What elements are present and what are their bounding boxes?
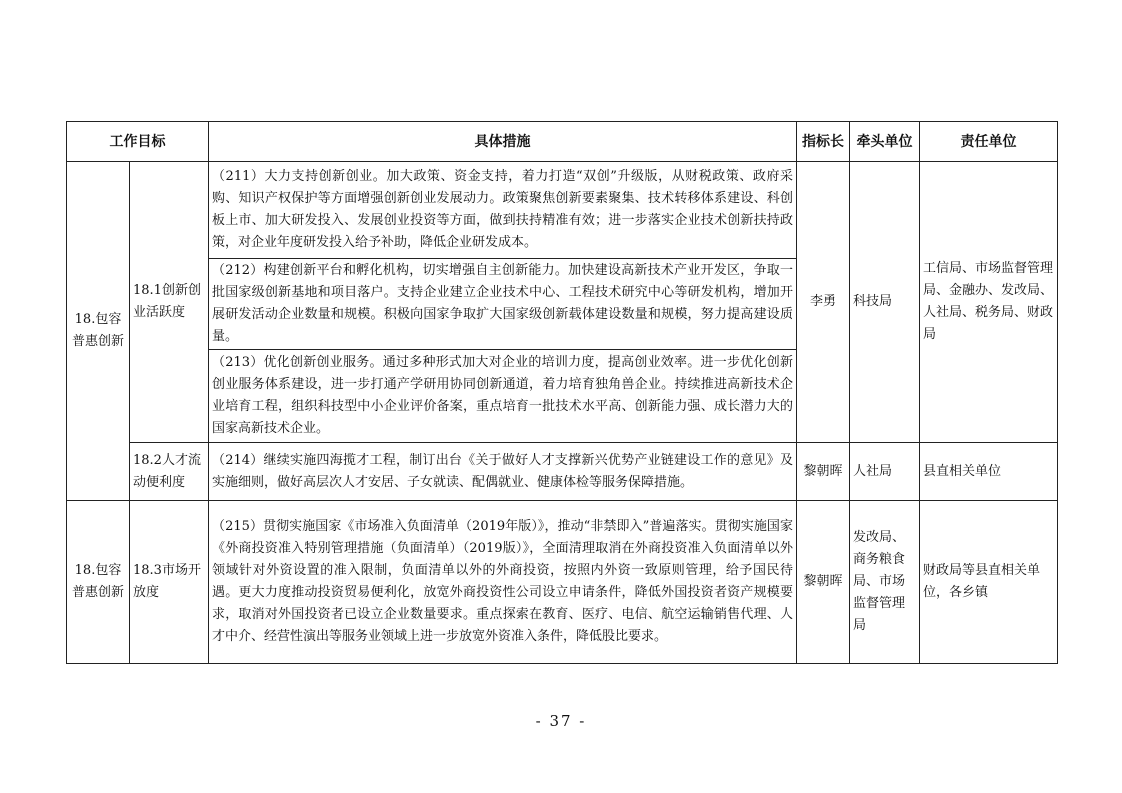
indicator-lead-cell: 黎朝晖 (797, 443, 850, 501)
indicator-lead-cell: 李勇 (797, 162, 850, 443)
page-number: - 37 - (535, 712, 587, 730)
table-row (67, 501, 1058, 664)
measure-213: （213）优化创新创业服务。通过多种形式加大对企业的培训力度，提高创业效率。进一步优化创新创业服务体系建设，进一步打通产学研用协同创新通道，着力培育独角兽企业。持续推进高新技术企业培育工程，组织科技型中小企业评价备案，重点培育一批技术水平高、创新能力强、成长潜力大的国家高新技术企业。 (209, 350, 797, 443)
responsible-unit-cell: 财政局等县直相关单位，各乡镇 (920, 501, 1058, 664)
measure-215: （215）贯彻实施国家《市场准入负面清单（2019年版）》，推动“非禁即入”普遍落实。贯彻实施国家《外商投资准入特别管理措施（负面清单）（2019版）》，全面清理取消在外商投资准入负面清单以外领域针对外资设置的准入限制，负面清单以外的外商投资，按照内外资一致原则管理，给予国民待遇。更大力度推动投资贸易便利化，放宽外商投资性公司设立申请条件，降低外国投资者资产规模要求，取消对外国投资者已设立企业数量要求。重点探索在教育、医疗、电信、航空运输销售代理、人才中介、经营性演出等服务业领域上进一步放宽外资准入条件，降低股比要求。 (209, 501, 797, 664)
header-indicator-lead: 指标长 (797, 122, 850, 162)
header-measures: 具体措施 (209, 122, 797, 162)
measure-214: （214）继续实施四海揽才工程，制订出台《关于做好人才支撑新兴优势产业链建设工作的意见》及实施细则，做好高层次人才安居、子女就读、配偶就业、健康体检等服务保障措施。 (209, 443, 797, 501)
table-row (67, 162, 1058, 259)
responsible-unit-cell: 工信局、市场监督管理局、金融办、发改局、人社局、税务局、财政局 (920, 162, 1058, 443)
lead-unit-cell: 科技局 (850, 162, 920, 443)
header-goal: 工作目标 (67, 122, 209, 162)
subgoal-cell: 18.2人才流动便利度 (130, 443, 209, 501)
header-lead-unit: 牵头单位 (850, 122, 920, 162)
measure-212: （212）构建创新平台和孵化机构，切实增强自主创新能力。加快建设高新技术产业开发区，争取一批国家级创新基地和项目落户。支持企业建立企业技术中心、工程技术研究中心等研发机构，增加开展研发活动企业数量和规模。积极向国家争取扩大国家级创新载体建设数量和规模，努力提高建设质量。 (209, 259, 797, 350)
responsible-unit-cell: 县直相关单位 (920, 443, 1058, 501)
measures-table (66, 121, 1058, 664)
goal-cell: 18.包容普惠创新 (67, 162, 130, 501)
header-responsible-unit: 责任单位 (920, 122, 1058, 162)
table-row (67, 443, 1058, 501)
lead-unit-cell: 人社局 (850, 443, 920, 501)
indicator-lead-cell: 黎朝晖 (797, 501, 850, 664)
lead-unit-cell: 发改局、商务粮食局、市场监督管理局 (850, 501, 920, 664)
goal-cell: 18.包容普惠创新 (67, 501, 130, 664)
subgoal-cell: 18.1创新创业活跃度 (130, 162, 209, 443)
subgoal-cell: 18.3市场开放度 (130, 501, 209, 664)
measure-211: （211）大力支持创新创业。加大政策、资金支持，着力打造“双创”升级版，从财税政策、政府采购、知识产权保护等方面增强创新创业发展动力。政策聚焦创新要素聚集、技术转移体系建设、科创板上市、加大研发投入、发展创业投资等方面，做到扶持精准有效；进一步落实企业技术创新扶持政策，对企业年度研发投入给予补助，降低企业研发成本。 (209, 162, 797, 259)
table-header-row (67, 122, 1058, 162)
